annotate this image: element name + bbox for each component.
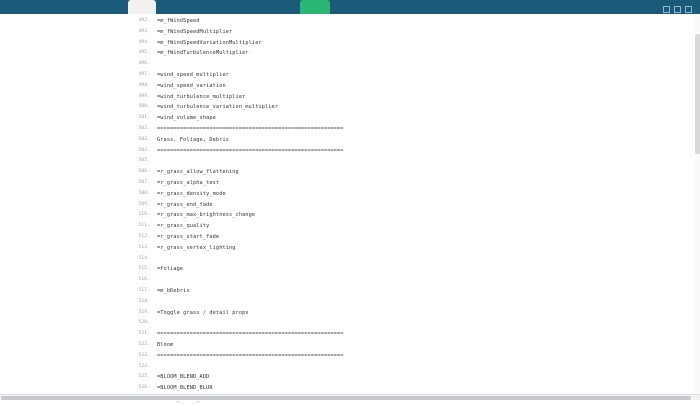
vertical-scrollbar[interactable] (695, 14, 700, 394)
code-line[interactable] (0, 264, 700, 275)
line-number: 517. (138, 287, 150, 293)
line-number: 496. (138, 61, 150, 67)
line-number: 514. (138, 255, 150, 261)
line-text: ========================================================= (157, 147, 344, 154)
browser-tab-active[interactable] (300, 0, 330, 14)
code-line[interactable] (0, 340, 700, 351)
line-text: =r_grass_density_mode (157, 190, 226, 197)
line-text: =wind_volume_shape (157, 115, 216, 122)
line-number: 513. (138, 244, 150, 250)
line-number: 493. (138, 28, 150, 34)
tab-strip (0, 0, 700, 14)
line-text: =foliage (157, 266, 184, 273)
line-text: =m_fWindSpeedVariationMultiplier (157, 39, 262, 46)
line-text: ========================================================= (157, 331, 344, 338)
line-text: =r_grass_quality (157, 223, 210, 230)
code-line[interactable] (0, 362, 700, 373)
line-text: =m_fWindSpeed (157, 18, 200, 24)
code-viewer[interactable] (0, 14, 700, 394)
line-text: =r_grass_vertex_lighting (157, 244, 236, 251)
code-line[interactable] (0, 329, 700, 340)
line-text: ========================================================= (157, 125, 344, 132)
code-line[interactable] (0, 383, 700, 394)
line-number: 525. (138, 374, 150, 380)
code-line[interactable] (0, 70, 700, 81)
line-text: =BLOOM_BLEND_BLUR (157, 385, 213, 392)
line-text: =m_bDebris (157, 287, 190, 294)
line-number: 512. (138, 233, 150, 239)
line-text: ========================================================= (157, 352, 344, 359)
code-line[interactable] (0, 297, 700, 308)
code-line[interactable] (0, 92, 700, 103)
code-line[interactable] (0, 124, 700, 135)
maximize-icon[interactable] (674, 6, 681, 13)
code-line[interactable] (0, 200, 700, 211)
line-text: =wind_turbulence_variation_multiplier (157, 104, 279, 111)
line-number: 519. (138, 309, 150, 315)
code-line[interactable] (0, 189, 700, 200)
line-number: 520. (138, 320, 150, 326)
line-text: =r_grass_allow_flattening (157, 169, 239, 176)
code-line[interactable] (0, 156, 700, 167)
code-line[interactable] (0, 167, 700, 178)
line-text: =m_fWindSpeedMultiplier (157, 28, 233, 35)
code-line[interactable] (0, 275, 700, 286)
code-line[interactable] (0, 210, 700, 221)
line-number: 502. (138, 125, 150, 131)
line-number: 510. (138, 212, 150, 218)
line-number: 505. (138, 158, 150, 164)
line-number: 499. (138, 93, 150, 99)
line-text: =BLOOM_BLEND_ADD (157, 374, 210, 381)
code-line[interactable] (0, 27, 700, 38)
line-text: =wind_speed_variation (157, 82, 226, 89)
code-line[interactable] (0, 221, 700, 232)
line-number: 524. (138, 363, 150, 369)
line-number: 506. (138, 169, 150, 175)
browser-tab-inactive[interactable] (128, 0, 156, 14)
line-number: 500. (138, 104, 150, 110)
line-number: 495. (138, 50, 150, 56)
code-line-list (0, 16, 700, 405)
code-line[interactable] (0, 308, 700, 319)
line-text: =r_grass_start_fade (157, 233, 220, 240)
code-line[interactable] (0, 351, 700, 362)
close-icon[interactable] (685, 6, 692, 13)
code-line[interactable] (0, 232, 700, 243)
line-number: 509. (138, 201, 150, 207)
window-controls (662, 2, 696, 12)
line-number: 498. (138, 82, 150, 88)
code-line[interactable] (0, 286, 700, 297)
line-number: 516. (138, 277, 150, 283)
line-text: =r_grass_end_fade (157, 201, 213, 208)
line-number: 501. (138, 115, 150, 121)
line-number: 522. (138, 341, 150, 347)
line-text: =wind_speed_multiplier (157, 71, 230, 78)
horizontal-scrollbar-thumb[interactable] (1, 396, 691, 400)
line-number: 504. (138, 147, 150, 153)
line-text: =m_fWindTurbulenceMultiplier (157, 50, 249, 57)
line-text: =Toggle grass / detail props (157, 309, 249, 316)
code-line[interactable] (0, 318, 700, 329)
line-number: 503. (138, 136, 150, 142)
minimize-icon[interactable] (663, 6, 670, 13)
line-number: 494. (138, 39, 150, 45)
line-number: 515. (138, 266, 150, 272)
line-number: 507. (138, 179, 150, 185)
code-line[interactable] (0, 243, 700, 254)
line-number: 508. (138, 190, 150, 196)
code-line[interactable] (0, 102, 700, 113)
line-number: 521. (138, 331, 150, 337)
line-number: 518. (138, 298, 150, 304)
code-line[interactable] (0, 48, 700, 59)
line-number: 492. (138, 18, 150, 23)
line-number: 523. (138, 352, 150, 358)
line-text: =r_grass_max_brightness_change (157, 212, 256, 219)
line-number: 511. (138, 223, 150, 229)
code-line[interactable] (0, 59, 700, 70)
line-text: Grass, Foliage, Debris (157, 136, 230, 143)
line-text: =r_grass_alpha_test (157, 179, 220, 186)
code-line[interactable] (0, 16, 700, 27)
code-line[interactable] (0, 38, 700, 49)
code-line[interactable] (0, 254, 700, 265)
code-line[interactable] (0, 81, 700, 92)
window-chrome (0, 0, 700, 14)
line-number: 526. (138, 385, 150, 391)
line-number: 497. (138, 71, 150, 77)
vertical-scrollbar-thumb[interactable] (695, 34, 700, 154)
code-line[interactable] (0, 178, 700, 189)
line-text: =wind_turbulence_multiplier (157, 93, 246, 100)
line-text: Bloom (157, 341, 174, 348)
horizontal-scrollbar[interactable] (0, 394, 700, 400)
code-line[interactable] (0, 146, 700, 157)
code-line[interactable] (0, 372, 700, 383)
code-line[interactable] (0, 135, 700, 146)
code-line[interactable] (0, 113, 700, 124)
